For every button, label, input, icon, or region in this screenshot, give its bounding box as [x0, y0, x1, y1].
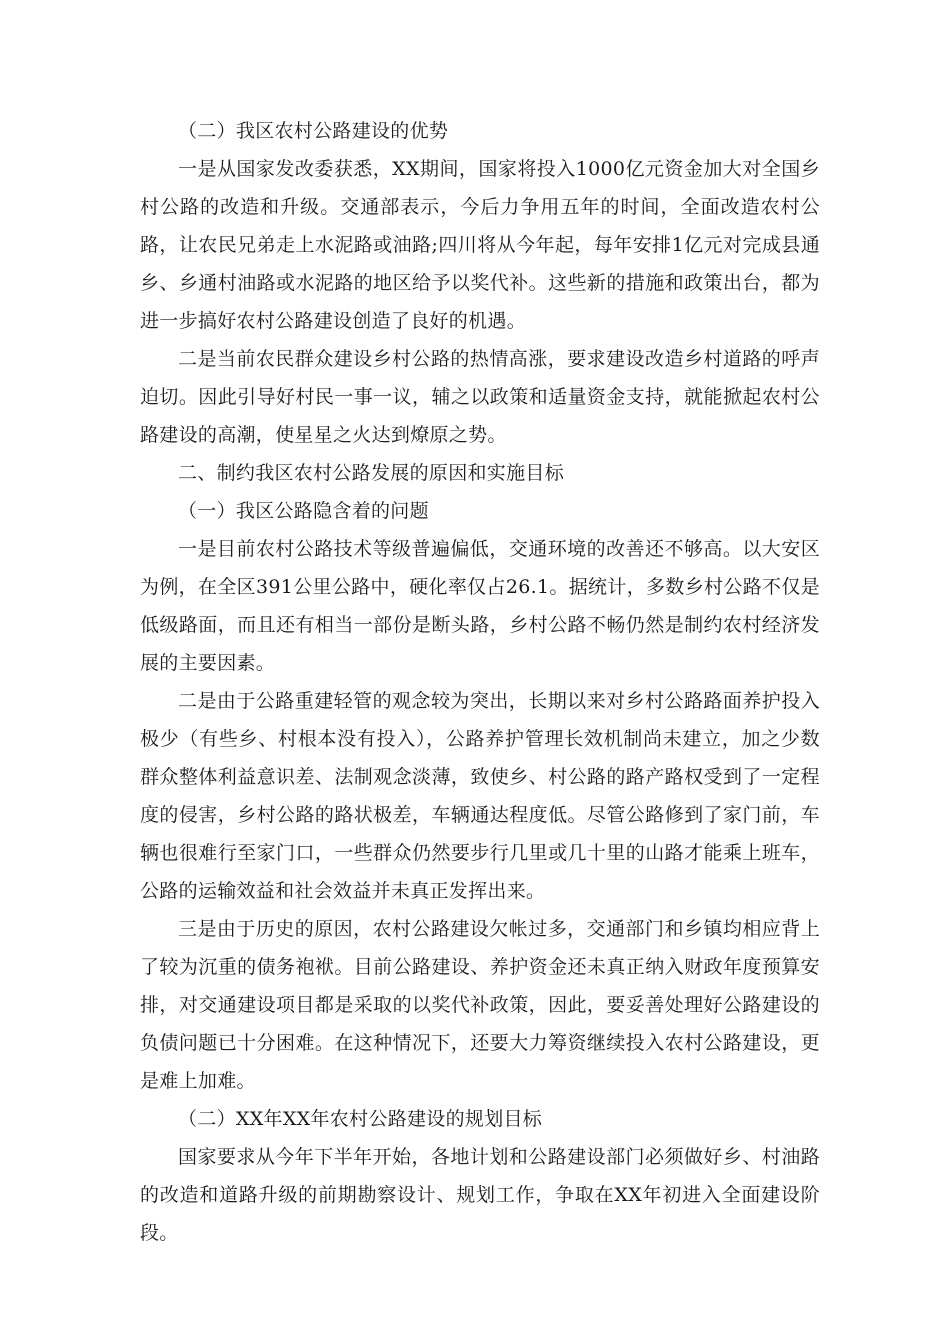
section-heading: 二、制约我区农村公路发展的原因和实施目标: [178, 462, 565, 484]
body-paragraph: 一是目前农村公路技术等级普遍偏低，交通环境的改善还不够高。以大安区为例，在全区391公里公路中，硬化率仅占26.1。据统计，多数乡村公路不仅是低级路面，而且还有相当一部份是断头路，乡村公路不畅仍然是制约农村经济发展的主要因素。: [140, 538, 820, 674]
section-heading: （一）我区公路隐含着的问题: [178, 500, 429, 522]
body-paragraph: 三是由于历史的原因，农村公路建设欠帐过多，交通部门和乡镇均相应背上了较为沉重的债务袍袱。目前公路建设、养护资金还未真正纳入财政年度预算安排，对交通建设项目都是采取的以奖代补政策，因此，要妥善处理好公路建设的负债问题已十分困难。在这种情况下，还要大力筹资继续投入农村公路建设，更是难上加难。: [140, 918, 820, 1092]
body-paragraph: 国家要求从今年下半年开始，各地计划和公路建设部门必须做好乡、村油路的改造和道路升级的前期勘察设计、规划工作，争取在XX年初进入全面建设阶段。: [140, 1146, 820, 1244]
section-heading: （二）XX年XX年农村公路建设的规划目标: [178, 1108, 543, 1130]
body-paragraph: 二是由于公路重建轻管的观念较为突出，长期以来对乡村公路路面养护投入极少（有些乡、村根本没有投入），公路养护管理长效机制尚未建立，加之少数群众整体利益意识差、法制观念淡薄，致使乡、村公路的路产路权受到了一定程度的侵害，乡村公路的路状极差，车辆通达程度低。尽管公路修到了家门前，车辆也很难行至家门口，一些群众仍然要步行几里或几十里的山路才能乘上班车，公路的运输效益和社会效益并未真正发挥出来。: [140, 690, 820, 902]
body-paragraph: 二是当前农民群众建设乡村公路的热情高涨，要求建设改造乡村道路的呼声迫切。因此引导好村民一事一议，辅之以政策和适量资金支持，就能掀起农村公路建设的高潮，使星星之火达到燎原之势。: [140, 348, 820, 446]
document-page: [140, 112, 820, 1252]
section-heading: （二）我区农村公路建设的优势: [178, 120, 449, 142]
body-paragraph: 一是从国家发改委获悉，XX期间，国家将投入1000亿元资金加大对全国乡村公路的改造和升级。交通部表示，今后力争用五年的时间，全面改造农村公路，让农民兄弟走上水泥路或油路;四川将从今年起，每年安排1亿元对完成县通乡、乡通村油路或水泥路的地区给予以奖代补。这些新的措施和政策出台，都为进一步搞好农村公路建设创造了良好的机遇。: [140, 158, 820, 332]
